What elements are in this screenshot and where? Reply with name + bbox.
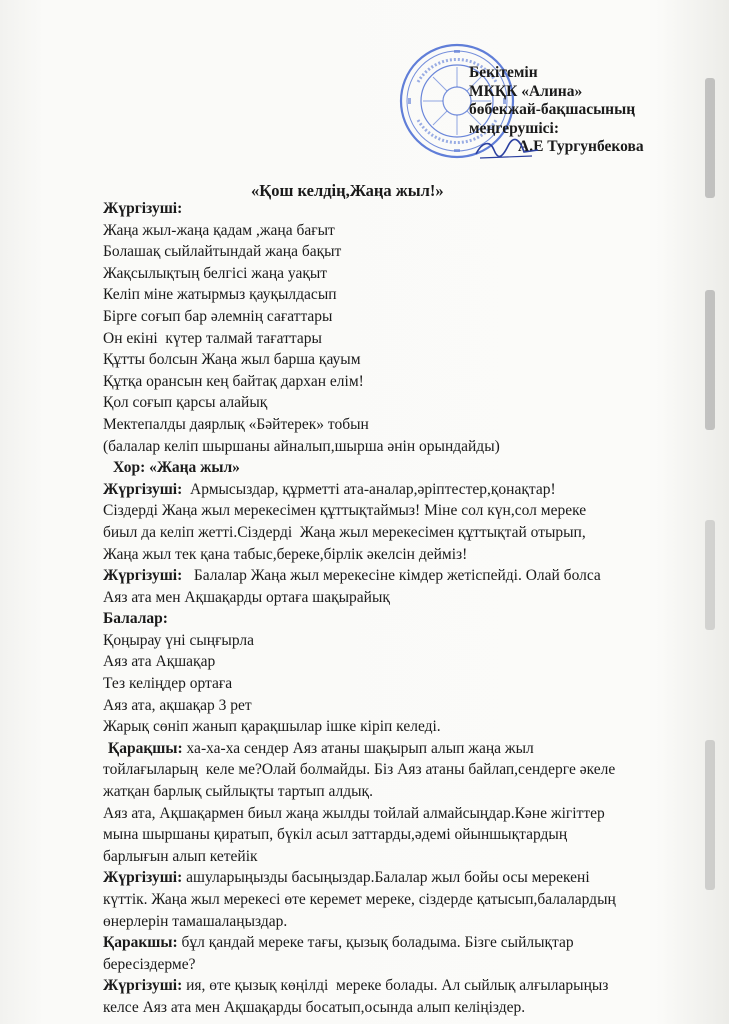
line-text: ха-ха-ха сендер Аяз атаны шақырып алып жаңа жыл <box>182 739 534 757</box>
line-text: Мектепалды даярлық «Бәйтерек» тобын <box>103 415 369 433</box>
approval-institution: бөбекжай-бақшасының <box>469 101 636 118</box>
script-line <box>103 630 663 652</box>
speaker-label: Балалар: <box>103 610 168 628</box>
script-line <box>103 781 663 803</box>
speaker-label: Жүргізуші: <box>103 977 183 995</box>
script-line <box>103 328 663 350</box>
approval-heading: Бекітемін <box>469 64 538 81</box>
script-line <box>103 565 663 587</box>
line-text: биыл да келіп жетті.Сіздерді Жаңа жыл мерекесімен құттықтай отырып, <box>103 523 586 541</box>
line-text: (балалар келіп шыршаны айналып,шырша әнін орындайды) <box>103 437 500 455</box>
scan-edge-mark <box>705 290 715 430</box>
line-text: Армысыздар, құрметті ата-аналар,әріптестер,қонақтар! <box>182 480 556 498</box>
speaker-label: Қарақшы: <box>108 739 183 757</box>
script-line <box>103 544 663 566</box>
approval-position: меңгерушісі: <box>469 119 559 137</box>
script-line <box>103 695 663 717</box>
script-line <box>103 867 663 889</box>
script-line <box>103 500 663 522</box>
script-line <box>103 911 663 933</box>
speaker-label: Жүргізуші: <box>103 567 183 585</box>
line-text: Жарық сөніп жанып қарақшылар ішке кіріп келеді. <box>103 718 441 736</box>
speaker-label: Жүргізуші: <box>103 480 183 498</box>
script-line <box>103 371 663 393</box>
script-line <box>103 824 663 846</box>
line-text: Болашақ сыйлайтындай жаңа бақыт <box>103 243 342 261</box>
script-line <box>103 673 663 695</box>
line-text: Жақсылықтың белгісі жаңа уақыт <box>103 264 328 282</box>
speaker-label: Жүргізуші: <box>103 869 183 887</box>
line-text: Құтқа орансын кең байтақ дархан елім! <box>103 372 364 390</box>
script-line <box>103 997 663 1019</box>
script-line <box>103 932 663 954</box>
script-line <box>103 263 663 285</box>
script-line <box>103 738 663 760</box>
script-line <box>103 479 663 501</box>
script-line <box>103 522 663 544</box>
script-line <box>103 198 663 220</box>
line-text: Балалар Жаңа жыл мерекесіне кімдер жетіспейді. Олай болса <box>182 567 601 585</box>
approval-director-name: А.Е Тургунбекова <box>518 138 644 155</box>
line-text: күттік. Жаңа жыл мерекесі өте керемет мереке, сіздерде қатысып,балалардың <box>103 891 616 908</box>
line-text: бересіздерме? <box>103 955 196 973</box>
line-text: Келіп міне жатырмыз қауқылдасып <box>103 286 337 304</box>
line-text: Құтты болсын Жаңа жыл барша қауым <box>103 351 361 369</box>
line-text: Қоңырау үні сыңғырла <box>103 631 255 649</box>
script-line <box>103 651 663 673</box>
script-line <box>103 306 663 328</box>
speaker-label: Хор: «Жаңа жыл» <box>113 459 240 477</box>
scan-edge-mark <box>705 78 715 198</box>
script-line <box>103 436 663 458</box>
script-body <box>103 198 663 1019</box>
line-text: Он екіні күтер талмай тағаттары <box>103 329 322 347</box>
script-line <box>103 220 663 242</box>
script-line <box>103 954 663 976</box>
line-text: Бірге соғып бар әлемнің сағаттары <box>103 307 333 325</box>
line-text: Аяз ата мен Ақшақарды ортаға шақырайық <box>103 588 390 606</box>
line-text: барлығын алып кетейік <box>103 847 258 865</box>
script-line <box>103 803 663 825</box>
script-line <box>103 608 663 630</box>
scan-edge-mark <box>705 740 715 890</box>
line-text: жатқан барлық сыйлықты тартып алдық. <box>103 783 373 801</box>
line-text: келсе Аяз ата мен Ақшақарды босатып,осында алып келіңіздер. <box>103 998 526 1016</box>
line-text: мына шыршаны қиратып, бүкіл асыл заттарды,әдемі ойыншықтардың <box>103 826 568 844</box>
script-line <box>103 349 663 371</box>
approval-organization: МКҚК «Алина» <box>469 82 583 100</box>
script-line <box>103 716 663 738</box>
line-text: Аяз ата, Ақшақармен биыл жаңа жылды тойлай алмайсыңдар.Кәне жігіттер <box>103 804 605 822</box>
script-line <box>103 889 663 911</box>
line-text: бұл қандай мереке тағы, қызық боладыма. Бізге сыйлықтар <box>177 934 574 952</box>
line-text: тойлағыларың келе ме?Олай болмайды. Біз Аяз атаны байлап,сендерге әкеле <box>103 761 616 779</box>
script-line <box>103 241 663 263</box>
script-line <box>103 975 663 997</box>
line-text: Қол соғып қарсы алайық <box>103 394 268 412</box>
line-text: Сіздерді Жаңа жыл мерекесімен құттықтаймыз! Міне сол күн,сол мереке <box>103 502 587 520</box>
script-line <box>103 414 663 436</box>
line-text: Тез келіңдер ортаға <box>103 675 233 693</box>
line-text: Жаңа жыл тек қана табыс,береке,бірлік әкелсін дейміз! <box>103 545 468 563</box>
speaker-label: Қаракшы: <box>103 934 178 952</box>
line-text: ия, өте қызық көңілді мереке болады. Ал сыйлық алғыларыңыз <box>182 977 609 995</box>
script-line <box>103 457 663 479</box>
line-text: Аяз ата Ақшақар <box>103 653 216 671</box>
document-title: «Қош келдің,Жаңа жыл!» <box>251 181 444 200</box>
script-line <box>103 392 663 414</box>
handwritten-signature-icon <box>472 132 542 166</box>
script-line <box>103 587 663 609</box>
script-line <box>103 759 663 781</box>
line-text: өнерлерін тамашалаңыздар. <box>103 912 288 930</box>
scan-edge-mark <box>705 520 715 630</box>
line-text: ашуларыңызды басыңыздар.Балалар жыл бойы осы мерекені <box>182 869 590 887</box>
script-line <box>103 284 663 306</box>
script-line <box>103 846 663 868</box>
line-text: Аяз ата, ақшақар 3 рет <box>103 696 252 714</box>
line-text: Жаңа жыл-жаңа қадам ,жаңа бағыт <box>103 221 335 239</box>
speaker-label: Жүргізуші: <box>103 200 183 217</box>
